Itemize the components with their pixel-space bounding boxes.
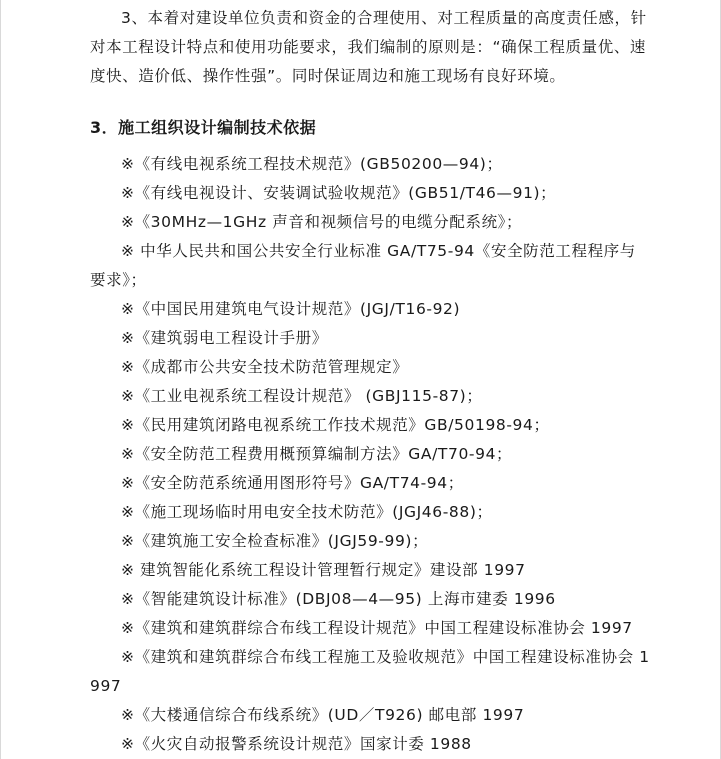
principle-paragraph: 3、本着对建设单位负责和资金的合理使用、对工程质量的高度责任感，针对本工程设计特点和使用功能要求，我们编制的原则是：“确保工程质量优、速度快、造价低、操作性强”。同时保证周边和施工现场有良好环境。: [90, 9, 647, 85]
reference-list: [90, 150, 650, 759]
reference-item: ※ 建筑智能化系统工程设计管理暂行规定》建设部 1997: [121, 561, 526, 579]
reference-item: ※《建筑和建筑群综合布线工程设计规范》中国工程建设标准协会 1997: [121, 619, 633, 637]
reference-item: ※《成都市公共安全技术防范管理规定》: [121, 358, 409, 376]
reference-item: ※《安全防范工程费用概预算编制方法》GA/T70-94；: [121, 445, 513, 463]
reference-item: ※《火灾自动报警系统设计规范》国家计委 1988: [121, 735, 472, 753]
reference-item: ※《建筑弱电工程设计手册》: [121, 329, 328, 347]
reference-item: ※《中国民用建筑电气设计规范》(JGJ/T16-92): [121, 300, 461, 318]
reference-item: ※《有线电视设计、安装调试验收规范》(GB51/T46—91)；: [121, 184, 557, 202]
reference-item: ※《建筑和建筑群综合布线工程施工及验收规范》中国工程建设标准协会 1997: [90, 648, 650, 695]
reference-item: ※《智能建筑设计标准》(DBJ08—4—95) 上海市建委 1996: [121, 590, 556, 608]
reference-item: ※《施工现场临时用电安全技术防范》(JGJ46-88)；: [121, 503, 493, 521]
reference-item: ※《建筑施工安全检查标准》(JGJ59-99)；: [121, 532, 429, 550]
reference-item: ※《30MHz—1GHz 声音和视频信号的电缆分配系统》；: [121, 213, 523, 231]
reference-item: ※ 中华人民共和国公共安全行业标准 GA/T75-94《安全防范工程程序与要求》；: [90, 242, 636, 289]
reference-item: ※《民用建筑闭路电视系统工作技术规范》GB/50198-94；: [121, 416, 550, 434]
section-heading: 3．施工组织设计编制技术依据: [90, 118, 317, 137]
reference-item: ※《有线电视系统工程技术规范》(GB50200—94)；: [121, 155, 503, 173]
reference-item: ※《工业电视系统工程设计规范》 (GBJ115-87)；: [121, 387, 483, 405]
reference-item: ※《安全防范系统通用图形符号》GA/T74-94；: [121, 474, 464, 492]
reference-item: ※《大楼通信综合布线系统》(UD／T926) 邮电部 1997: [121, 706, 525, 724]
